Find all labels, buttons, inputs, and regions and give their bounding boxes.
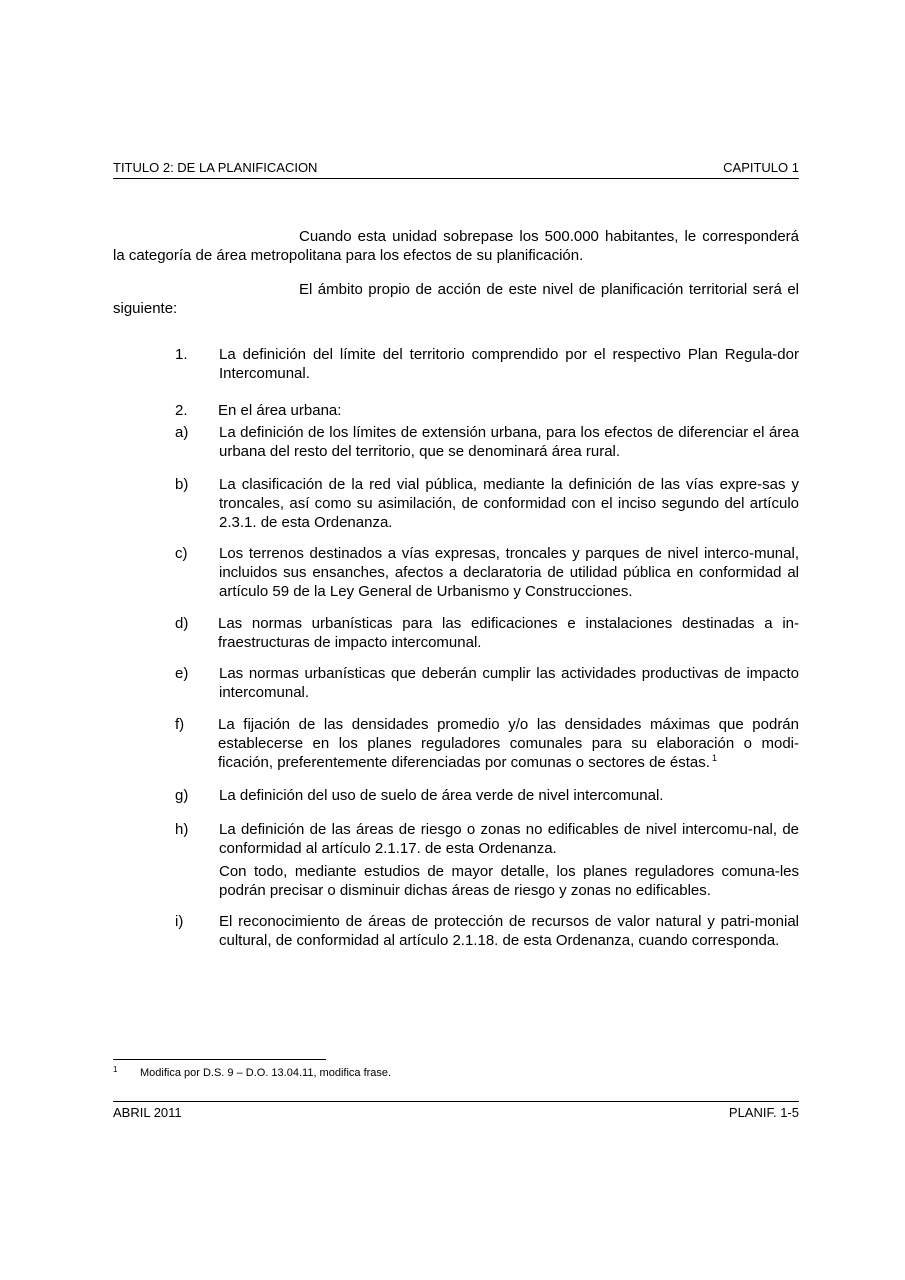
- list-item-1: [175, 345, 799, 383]
- list-item-a: [175, 423, 799, 461]
- list-item-text-continued: Con todo, mediante estudios de mayor detalle, los planes reguladores comuna-les podrán precisar o disminuir dichas áreas de riesgo y zonas no edificables.: [219, 863, 799, 899]
- list-marker: e): [175, 665, 189, 682]
- footer-date: ABRIL 2011: [113, 1105, 182, 1120]
- list-item-text: Las normas urbanísticas para las edificaciones e instalaciones destinadas a in-fraestructuras de impacto intercomunal.: [218, 615, 799, 651]
- list-marker: c): [175, 545, 188, 562]
- list-item-d: [175, 614, 799, 652]
- footnote-reference: 1: [711, 753, 717, 763]
- paragraph-1: [113, 227, 799, 265]
- header-title: TITULO 2: DE LA PLANIFICACION: [113, 160, 318, 175]
- list-marker: f): [175, 716, 185, 733]
- footnote-divider: [113, 1059, 326, 1060]
- list-item-text: La definición del límite del territorio comprendido por el respectivo Plan Regula-dor Intercomunal.: [219, 346, 799, 382]
- list-item-2: [175, 401, 799, 420]
- list-item-i: [175, 912, 799, 950]
- list-item-text-body: La fijación de las densidades promedio y/o las densidades máximas que podrán establecerse en los planes reguladores comunales para su elaboración o modi-ficación, preferentemente diferenciadas por comunas o sectores de éstas.: [218, 716, 799, 771]
- list-item-e: [175, 664, 799, 702]
- list-item-g: [175, 786, 799, 805]
- list-item-text: La definición del uso de suelo de área verde de nivel intercomunal.: [219, 787, 664, 804]
- footnote-number: 1: [113, 1065, 118, 1074]
- header-chapter: CAPITULO 1: [723, 160, 799, 175]
- list-marker: 2.: [175, 402, 188, 419]
- page-header: [113, 160, 799, 179]
- list-item-text: Las normas urbanísticas que deberán cumplir las actividades productivas de impacto intercomunal.: [219, 665, 799, 701]
- paragraph-2-text: El ámbito propio de acción de este nivel de planificación territorial será el siguiente:: [113, 281, 799, 317]
- footnote-text: Modifica por D.S. 9 – D.O. 13.04.11, modifica frase.: [140, 1067, 392, 1079]
- footnote: [113, 1066, 799, 1080]
- footer-page-number: PLANIF. 1-5: [728, 1105, 799, 1120]
- list-marker: b): [175, 476, 189, 493]
- list-item-h: [175, 820, 799, 900]
- list-marker: d): [175, 615, 189, 632]
- list-item-c: [175, 544, 799, 601]
- list-item-text: La clasificación de la red vial pública, mediante la definición de las vías expre-sas y troncales, así como su asimilación, de conformidad con el inciso segundo del artículo 2.3.1. de esta Ordenanza.: [219, 476, 799, 531]
- list-marker: a): [175, 424, 189, 441]
- list-marker: 1.: [175, 346, 188, 363]
- list-marker: h): [175, 821, 189, 838]
- list-item-text: La definición de las áreas de riesgo o zonas no edificables de nivel intercomu-nal, de conformidad al artículo 2.1.17. de esta Ordenanza.: [219, 821, 799, 857]
- list-item-f: [175, 715, 799, 772]
- list-item-text: El reconocimiento de áreas de protección de recursos de valor natural y patri-monial cultural, de conformidad al artículo 2.1.18. de esta Ordenanza, cuando corresponda.: [219, 913, 799, 949]
- list-item-text: [218, 715, 799, 772]
- list-item-b: [175, 475, 799, 532]
- list-item-text: En el área urbana:: [218, 402, 342, 419]
- list-item-text: La definición de los límites de extensión urbana, para los efectos de diferenciar el área urbana del resto del territorio, que se denominará área rural.: [219, 424, 799, 460]
- list-item-text: Los terrenos destinados a vías expresas, troncales y parques de nivel interco-munal, incluidos sus ensanches, afectos a declaratoria de utilidad pública en conformidad al artículo 59 de la Ley General de Urbanismo y Construcciones.: [219, 545, 799, 600]
- paragraph-2: [113, 280, 799, 318]
- list-marker: i): [175, 913, 184, 930]
- page-footer: [113, 1101, 799, 1121]
- list-marker: g): [175, 787, 189, 804]
- paragraph-1-text: Cuando esta unidad sobrepase los 500.000 habitantes, le corresponderá la categoría de área metropolitana para los efectos de su planificación.: [113, 228, 799, 264]
